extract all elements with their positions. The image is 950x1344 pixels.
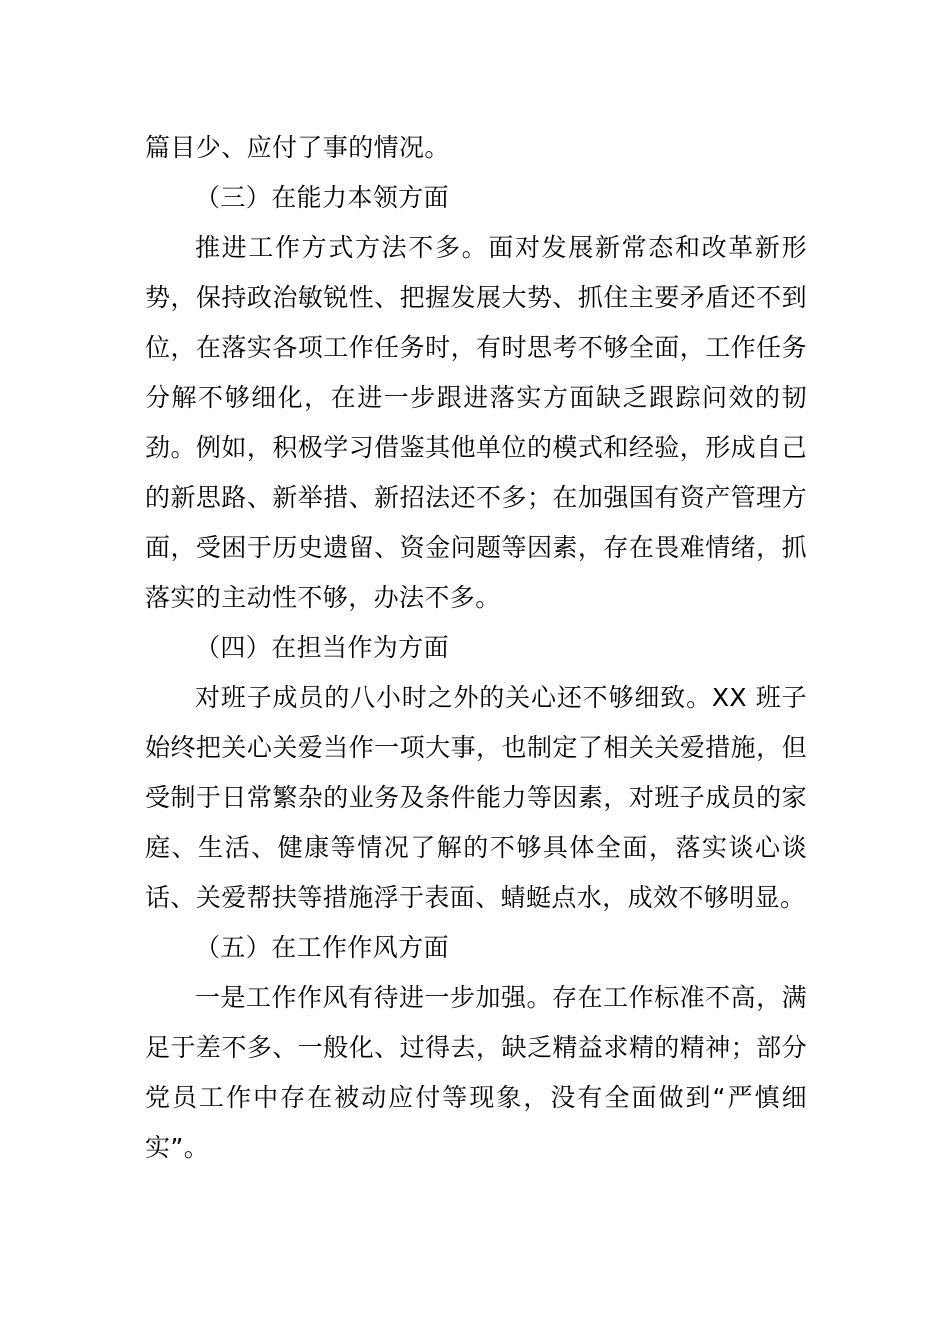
- document-body: [145, 123, 807, 1173]
- paragraph-responsibility: 对班子成员的八小时之外的关心还不够细致。XX 班子始终把关心关爱当作一项大事，也制定了相关关爱措施，但受制于日常繁杂的业务及条件能力等因素，对班子成员的家庭、生活、健康等情况了解的不够具体全面，落实谈心谈话、关爱帮扶等措施浮于表面、蜻蜓点水，成效不够明显。: [145, 683, 807, 912]
- paragraph-work-style: 一是工作作风有待进一步加强。存在工作标准不高，满足于差不多、一般化、过得去，缺乏精益求精的精神；部分党员工作中存在被动应付等现象，没有全面做到“严慎细实”。: [145, 983, 807, 1162]
- section-heading-responsibility: （四）在担当作为方面: [195, 633, 450, 662]
- paragraph-continuation: 篇目少、应付了事的情况。: [145, 133, 450, 162]
- paragraph-ability: 推进工作方式方法不多。面对发展新常态和改革新形势，保持政治敏锐性、把握发展大势、抓住主要矛盾还不到位，在落实各项工作任务时，有时思考不够全面，工作任务分解不够细化，在进一步跟进落实方面缺乏跟踪问效的韧劲。例如，积极学习借鉴其他单位的模式和经验，形成自己的新思路、新举措、新招法还不多；在加强国有资产管理方面，受困于历史遗留、资金问题等因素，存在畏难情绪，抓落实的主动性不够，办法不多。: [145, 233, 807, 612]
- section-heading-ability: （三）在能力本领方面: [195, 183, 450, 212]
- section-heading-work-style: （五）在工作作风方面: [195, 933, 450, 962]
